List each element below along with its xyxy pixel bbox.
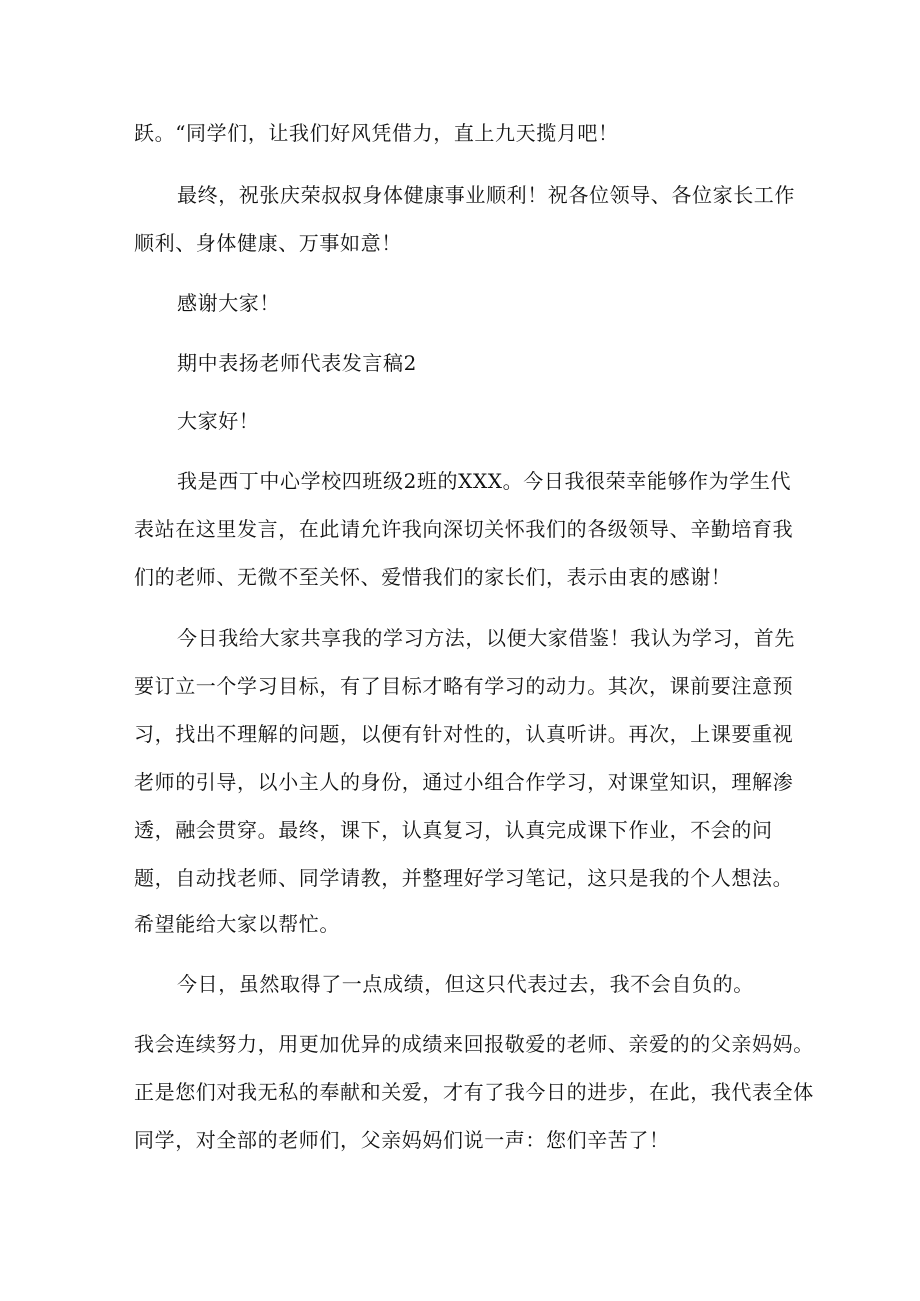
text-line-11: 要订立一个学习目标，有了目标才略有学习的动力。其次，课前要注意预 <box>134 674 794 698</box>
text-line-20: 同学，对全部的老师们，父亲妈妈们说一声：您们辛苦了！ <box>134 1128 670 1152</box>
text-line-4: 感谢大家！ <box>177 291 280 315</box>
section-heading: 期中表扬老师代表发言稿2 <box>177 351 417 375</box>
text-line-2: 最终，祝张庆荣叔叔身体健康事业顺利！祝各位领导、各位家长工作 <box>177 183 795 207</box>
text-line-13: 老师的引导，以小主人的身份，通过小组合作学习，对课堂知识，理解渗 <box>134 770 794 794</box>
text-line-3: 顺利、身体健康、万事如意！ <box>134 231 402 255</box>
text-line-10: 今日我给大家共享我的学习方法，以便大家借鉴！我认为学习，首先 <box>177 626 795 650</box>
text-line-1: 跃。“同学们，让我们好风凭借力，直上九天揽月吧！ <box>134 121 619 145</box>
text-line-6: 大家好！ <box>177 409 260 433</box>
text-line-15: 题，自动找老师、同学请教，并整理好学习笔记，这只是我的个人想法。 <box>134 866 794 890</box>
text-line-14: 透，融会贯穿。最终，课下，认真复习，认真完成课下作业，不会的问 <box>134 818 773 842</box>
text-line-19: 正是您们对我无私的奉献和关爱，才有了我今日的进步，在此，我代表全体 <box>134 1080 814 1104</box>
text-line-8: 表站在这里发言，在此请允许我向深切关怀我们的各级领导、辛勤培育我 <box>134 517 794 541</box>
text-line-18: 我会连续努力，用更加优异的成绩来回报敬爱的老师、亲爱的的父亲妈妈。 <box>134 1032 814 1056</box>
text-line-12: 习，找出不理解的问题，以便有针对性的，认真听讲。再次，上课要重视 <box>134 722 794 746</box>
text-line-9: 们的老师、无微不至关怀、爱惜我们的家长们，表示由衷的感谢！ <box>134 565 732 589</box>
text-line-16: 希望能给大家以帮忙。 <box>134 912 340 936</box>
text-line-7: 我是西丁中心学校四班级2班的XXX。今日我很荣幸能够作为学生代 <box>177 469 792 493</box>
text-line-17: 今日，虽然取得了一点成绩，但这只代表过去，我不会自负的。 <box>177 972 754 996</box>
